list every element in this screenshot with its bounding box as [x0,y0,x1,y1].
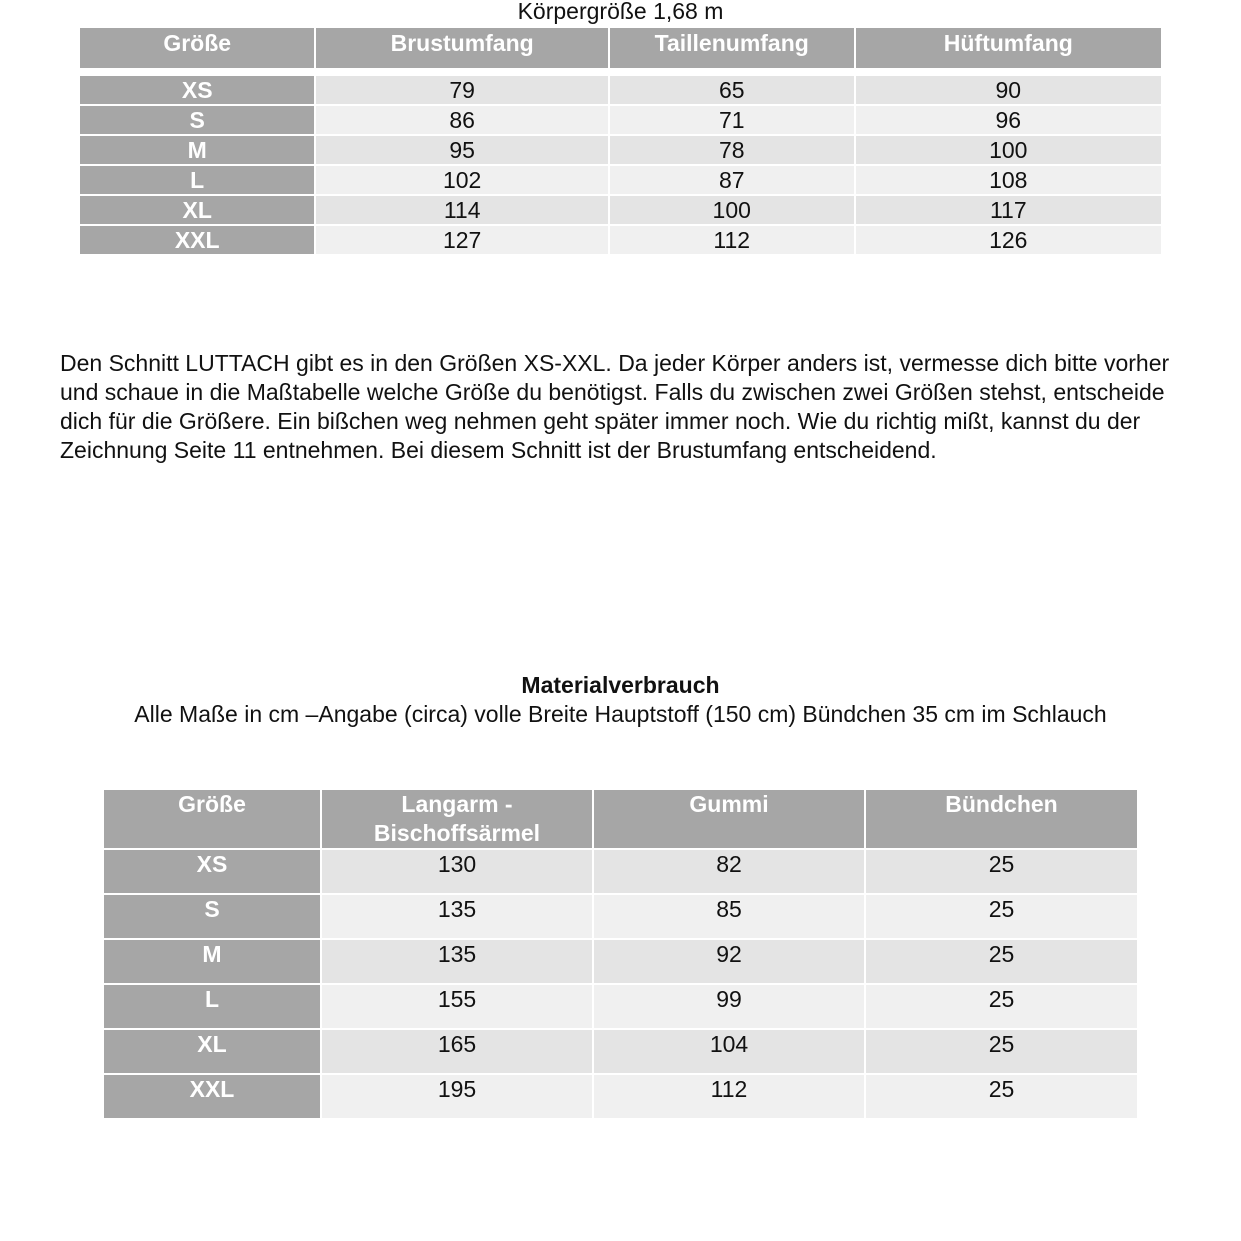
brustumfang-value: 86 [316,106,607,134]
taillenumfang-value: 100 [610,196,854,224]
brustumfang-value: 95 [316,136,607,164]
material-subtitle: Alle Maße in cm –Angabe (circa) volle Breite Hauptstoff (150 cm) Bündchen 35 cm im Schlauch [134,701,1107,727]
material-table [102,788,1139,1120]
brustumfang-value: 114 [316,196,607,224]
hueftumfang-value: 117 [856,196,1161,224]
size-label: M [80,136,314,164]
taillenumfang-value: 112 [610,226,854,254]
header-gummi: Gummi [594,790,864,848]
material-title: Materialverbrauch [521,672,720,698]
table-row [104,1075,1137,1118]
header-groesse: Größe [80,28,314,68]
size-label: S [80,106,314,134]
header-langarm: Langarm - Bischoffsärmel [322,790,592,848]
buendchen-value: 25 [866,940,1137,983]
langarm-value: 155 [322,985,592,1028]
taillenumfang-value: 87 [610,166,854,194]
header-hueftumfang: Hüftumfang [856,28,1161,68]
buendchen-value: 25 [866,1030,1137,1073]
body-height-caption: Körpergröße 1,68 m [517,0,724,24]
size-label: XL [104,1030,320,1073]
size-label: XL [80,196,314,224]
buendchen-value: 25 [866,850,1137,893]
size-label: XS [80,76,314,104]
table-row [80,166,1161,194]
hueftumfang-value: 108 [856,166,1161,194]
hueftumfang-value: 96 [856,106,1161,134]
gummi-value: 85 [594,895,864,938]
buendchen-value: 25 [866,985,1137,1028]
brustumfang-value: 79 [316,76,607,104]
table-row [80,226,1161,254]
langarm-value: 135 [322,940,592,983]
gummi-value: 112 [594,1075,864,1118]
header-brustumfang: Brustumfang [316,28,607,68]
taillenumfang-value: 71 [610,106,854,134]
table-row [104,940,1137,983]
size-label: L [80,166,314,194]
header-taillenumfang: Taillenumfang [610,28,854,68]
brustumfang-value: 127 [316,226,607,254]
size-info-paragraph: Den Schnitt LUTTACH gibt es in den Größen XS-XXL. Da jeder Körper anders ist, vermesse dich bitte vorher und schaue in die Maßtabelle welche Größe du benötigst. Falls du zwischen zwei Größen stehst, entscheide dich für die Größere. Ein bißchen weg nehmen geht später immer noch. Wie du richtig mißt, kannst du der Zeichnung Seite 11 entnehmen. Bei diesem Schnitt ist der Brustumfang entscheidend. [60,350,1170,463]
hueftumfang-value: 90 [856,76,1161,104]
size-label: M [104,940,320,983]
size-label: XXL [104,1075,320,1118]
header-groesse: Größe [104,790,320,848]
buendchen-value: 25 [866,1075,1137,1118]
table-row [104,850,1137,893]
langarm-value: 130 [322,850,592,893]
gummi-value: 104 [594,1030,864,1073]
langarm-value: 195 [322,1075,592,1118]
hueftumfang-value: 100 [856,136,1161,164]
table-row [80,76,1161,104]
table-row [80,136,1161,164]
table-row [80,196,1161,224]
gummi-value: 82 [594,850,864,893]
gummi-value: 92 [594,940,864,983]
buendchen-value: 25 [866,895,1137,938]
hueftumfang-value: 126 [856,226,1161,254]
table-row [104,895,1137,938]
material-table-header [104,790,1137,848]
brustumfang-value: 102 [316,166,607,194]
header-buendchen: Bündchen [866,790,1137,848]
table-row [104,985,1137,1028]
size-label: XS [104,850,320,893]
size-table [78,26,1163,256]
size-label: S [104,895,320,938]
langarm-value: 135 [322,895,592,938]
size-table-header [80,28,1161,68]
langarm-value: 165 [322,1030,592,1073]
size-label: XXL [80,226,314,254]
table-row [104,1030,1137,1073]
taillenumfang-value: 65 [610,76,854,104]
size-label: L [104,985,320,1028]
table-row [80,106,1161,134]
taillenumfang-value: 78 [610,136,854,164]
gummi-value: 99 [594,985,864,1028]
